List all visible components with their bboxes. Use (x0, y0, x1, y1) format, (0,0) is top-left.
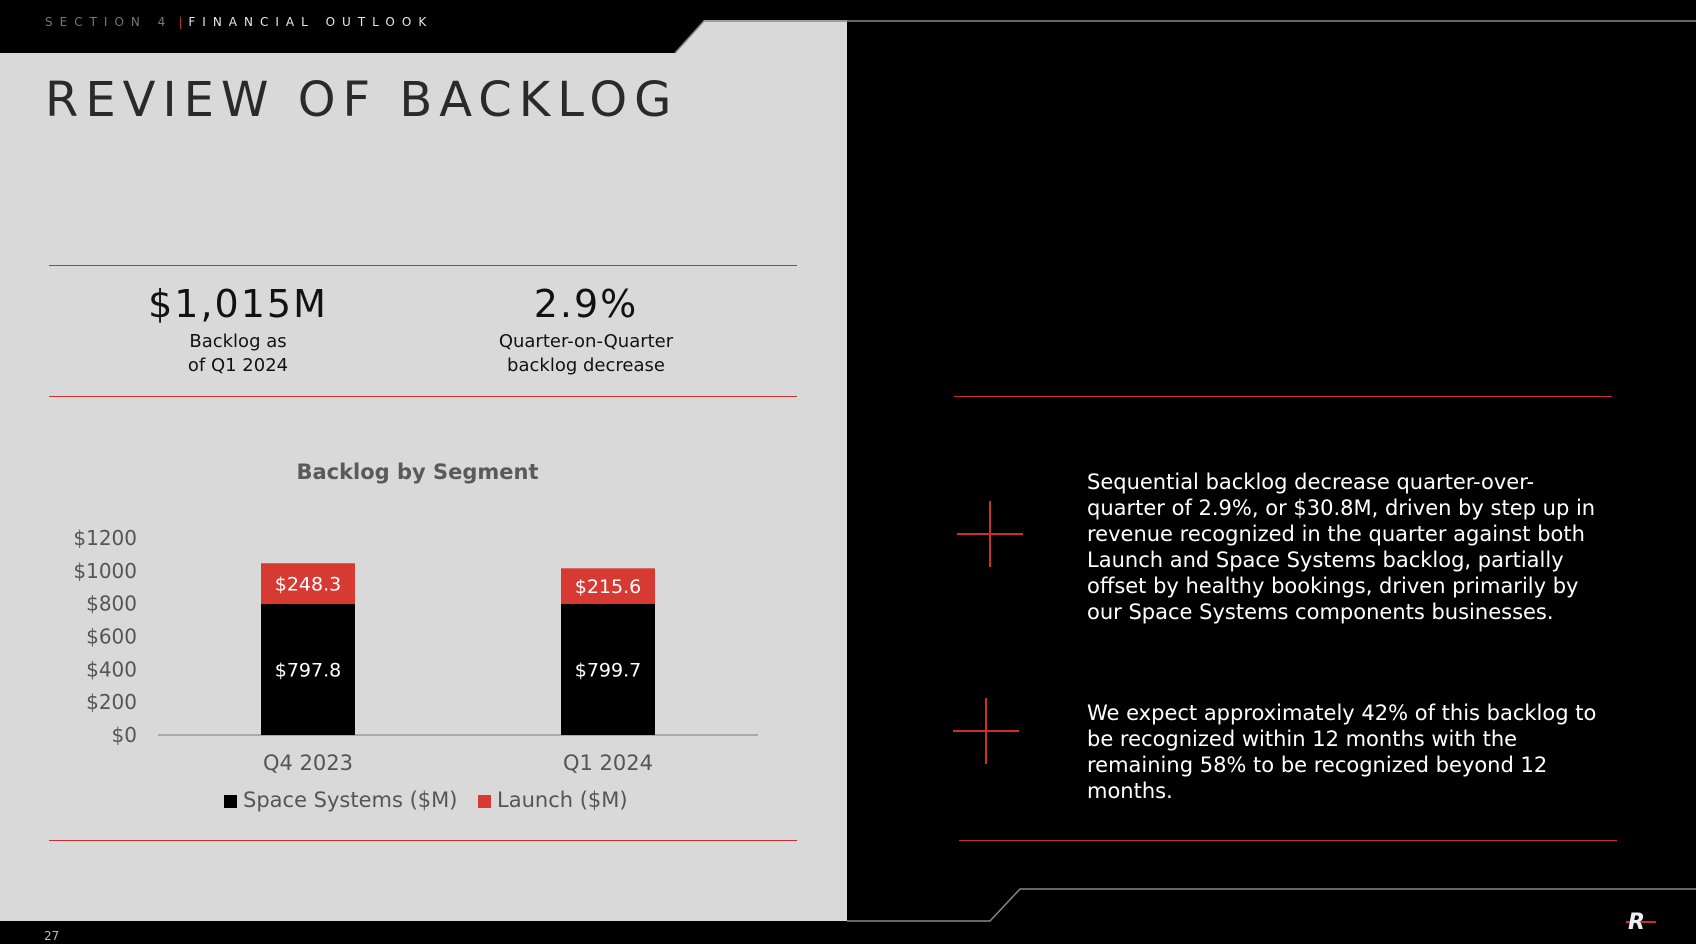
y-tick-label: $0 (111, 723, 137, 747)
legend-label: Space Systems ($M) (243, 788, 458, 812)
y-tick-label: $400 (86, 657, 137, 682)
divider-mid (49, 396, 797, 397)
right-divider-top (954, 396, 1612, 397)
bottom-frame (0, 880, 1696, 944)
divider-top (49, 265, 797, 266)
y-tick-label: $1000 (73, 558, 137, 583)
page-title: REVIEW OF BACKLOG (45, 72, 679, 128)
chart-title: Backlog by Segment (296, 460, 539, 484)
y-tick-label: $800 (86, 591, 137, 616)
legend-swatch (224, 795, 237, 808)
divider-bottom (49, 840, 797, 841)
kpi-decrease (446, 282, 726, 378)
y-tick-label: $1200 (73, 526, 137, 550)
x-tick-label: Q1 2024 (562, 751, 654, 775)
section-breadcrumb (45, 15, 433, 29)
company-logo-icon: R (1628, 910, 1645, 935)
kpi-value: 2.9% (533, 282, 639, 326)
page-number: 27 (44, 929, 60, 943)
bullet-text-1: Sequential backlog decrease quarter-over-quarter of 2.9%, or $30.8M, driven by step up in revenue recognized in the quarter against both Launch and Space Systems backlog, partially offset by healthy bookings, driven primarily by our Space Systems components businesses. (1087, 470, 1596, 624)
plus-icon (957, 501, 1023, 567)
legend-label: Launch ($M) (497, 788, 628, 812)
data-label: $799.7 (574, 659, 642, 682)
legend-swatch (478, 795, 491, 808)
kpi-label: Backlog as of Q1 2024 (187, 331, 289, 376)
backlog-chart (0, 500, 835, 830)
plus-icon (953, 698, 1019, 764)
data-label: $797.8 (274, 659, 342, 682)
kpi-backlog (98, 282, 378, 378)
data-label: $215.6 (574, 576, 642, 599)
x-tick-label: Q4 2023 (262, 751, 354, 775)
section-label: SECTION 4 (45, 15, 173, 29)
subsection-label: FINANCIAL OUTLOOK (188, 15, 434, 29)
breadcrumb-separator: | (178, 15, 183, 29)
kpi-value: $1,015M (148, 282, 328, 326)
y-tick-label: $200 (86, 690, 137, 715)
bullet-text-2: We expect approximately 42% of this backlog to be recognized within 12 months with the remaining 58% to be recognized beyond 12 months. (1087, 701, 1597, 803)
kpi-label: Quarter-on-Quarter backlog decrease (498, 331, 674, 376)
data-label: $248.3 (274, 573, 342, 596)
right-divider-bottom (959, 840, 1617, 841)
y-tick-label: $600 (86, 624, 137, 649)
top-bar (0, 0, 1696, 60)
